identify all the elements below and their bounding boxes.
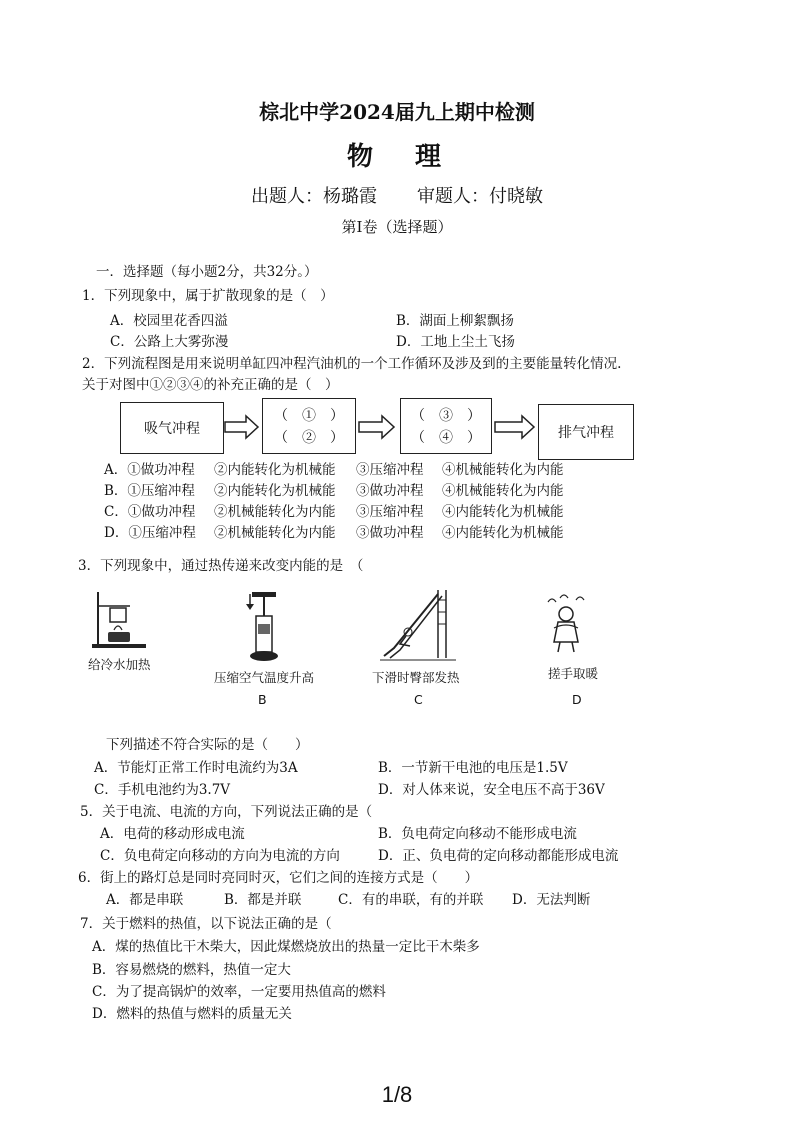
q7-option-d: D．燃料的热值与燃料的质量无关 (92, 1006, 292, 1022)
q7-option-b: B．容易燃烧的燃料，热值一定大 (92, 962, 291, 978)
flow-blank-4: （ ④ ） (411, 430, 481, 446)
flow-exhaust-box: 排气冲程 (538, 404, 634, 460)
q5-stem: 5．关于电流、电流的方向，下列说法正确的是（ (80, 804, 373, 820)
q3-letter-b: B (258, 692, 267, 707)
q2-stem-line2: 关于对图中①②③④的补充正确的是（ ） (82, 377, 339, 393)
q3-letter-c: C (414, 692, 423, 707)
flow-intake-box: 吸气冲程 (120, 402, 224, 454)
q1-stem: 1．下列现象中，属于扩散现象的是（ ） (82, 288, 334, 304)
q1-option-b: B．湖面上柳絮飘扬 (396, 313, 514, 329)
q3-caption-a: 给冷水加热 (88, 657, 151, 672)
q1-option-c: C．公路上大雾弥漫 (110, 334, 229, 350)
q4-stem: 下列描述不符合实际的是（ ） (106, 737, 309, 753)
volume-label: 第Ⅰ卷（选择题） (341, 218, 453, 236)
figure-compress-air (240, 590, 286, 664)
q3-caption-b: 压缩空气温度升高 (214, 670, 315, 685)
q4-option-d: D．对人体来说，安全电压不高于36V (378, 782, 605, 798)
reviewer: 审题人：付晓敏 (417, 186, 543, 207)
q5-option-d: D．正、负电荷的定向移动都能形成电流 (378, 848, 619, 864)
q4-option-c: C．手机电池约为3.7V (94, 782, 231, 798)
q2-stem-line1: 2．下列流程图是用来说明单缸四冲程汽油机的一个工作循环及涉及到的主要能量转化情况. (82, 356, 622, 372)
flow-arrow-1 (224, 414, 260, 440)
q1-option-d: D．工地上尘土飞扬 (396, 334, 515, 350)
flow-blank-1: （ ① ） (274, 408, 344, 424)
flow-arrow-2 (358, 414, 396, 440)
q3-stem: 3．下列现象中，通过热传递来改变内能的是 （ (78, 558, 364, 574)
q4-option-a: A．节能灯正常工作时电流约为3A (94, 760, 298, 776)
subject-title: 物 理 (346, 142, 448, 172)
q6-option-b: B．都是并联 (224, 892, 302, 908)
q7-option-c: C．为了提高锅炉的效率，一定要用热值高的燃料 (92, 984, 386, 1000)
flow-box-1-2 (262, 398, 356, 454)
q6-stem: 6．街上的路灯总是同时亮同时灭，它们之间的连接方式是（ ） (78, 870, 479, 886)
q7-stem: 7．关于燃料的热值，以下说法正确的是（ (80, 916, 332, 932)
q2-option-b: B．①压缩冲程 ②内能转化为机械能 ③做功冲程 ④机械能转化为内能 (104, 483, 564, 499)
exam-title: 棕北中学2024届九上期中检测 (259, 100, 535, 124)
q3-caption-c: 下滑时臀部发热 (372, 670, 460, 685)
q6-option-c: C．有的串联，有的并联 (338, 892, 484, 908)
q4-option-b: B．一节新干电池的电压是1.5V (378, 760, 568, 776)
figure-rubbing-hands (540, 592, 598, 654)
q3-caption-d: 搓手取暖 (548, 666, 599, 681)
section-heading: 一．选择题（每小题2分，共32分。） (96, 264, 318, 280)
q6-option-a: A．都是串联 (106, 892, 184, 908)
page-number: 1/8 (381, 1082, 413, 1107)
q5-option-c: C．负电荷定向移动的方向为电流的方向 (100, 848, 340, 864)
q3-letter-d: D (572, 692, 582, 707)
q2-option-d: D．①压缩冲程 ②机械能转化为内能 ③做功冲程 ④内能转化为机械能 (104, 525, 564, 541)
q6-option-d: D．无法判断 (512, 892, 591, 908)
q2-option-a: A．①做功冲程 ②内能转化为机械能 ③压缩冲程 ④机械能转化为内能 (104, 462, 564, 478)
q7-option-a: A．煤的热值比干木柴大，因此煤燃烧放出的热量一定比干木柴多 (92, 939, 480, 955)
figure-heating-water (90, 588, 150, 650)
flow-box-3-4 (400, 398, 492, 454)
flow-blank-2: （ ② ） (274, 430, 344, 446)
q2-option-c: C．①做功冲程 ②机械能转化为内能 ③压缩冲程 ④内能转化为机械能 (104, 504, 564, 520)
q5-option-b: B．负电荷定向移动不能形成电流 (378, 826, 577, 842)
flow-arrow-3 (494, 414, 536, 440)
setter: 出题人：杨璐霞 (251, 186, 377, 207)
flow-blank-3: （ ③ ） (411, 408, 481, 424)
figure-slide (380, 586, 456, 662)
q5-option-a: A．电荷的移动形成电流 (100, 826, 245, 842)
setter-reviewer (0, 182, 794, 208)
q1-option-a: A．校园里花香四溢 (110, 313, 228, 329)
